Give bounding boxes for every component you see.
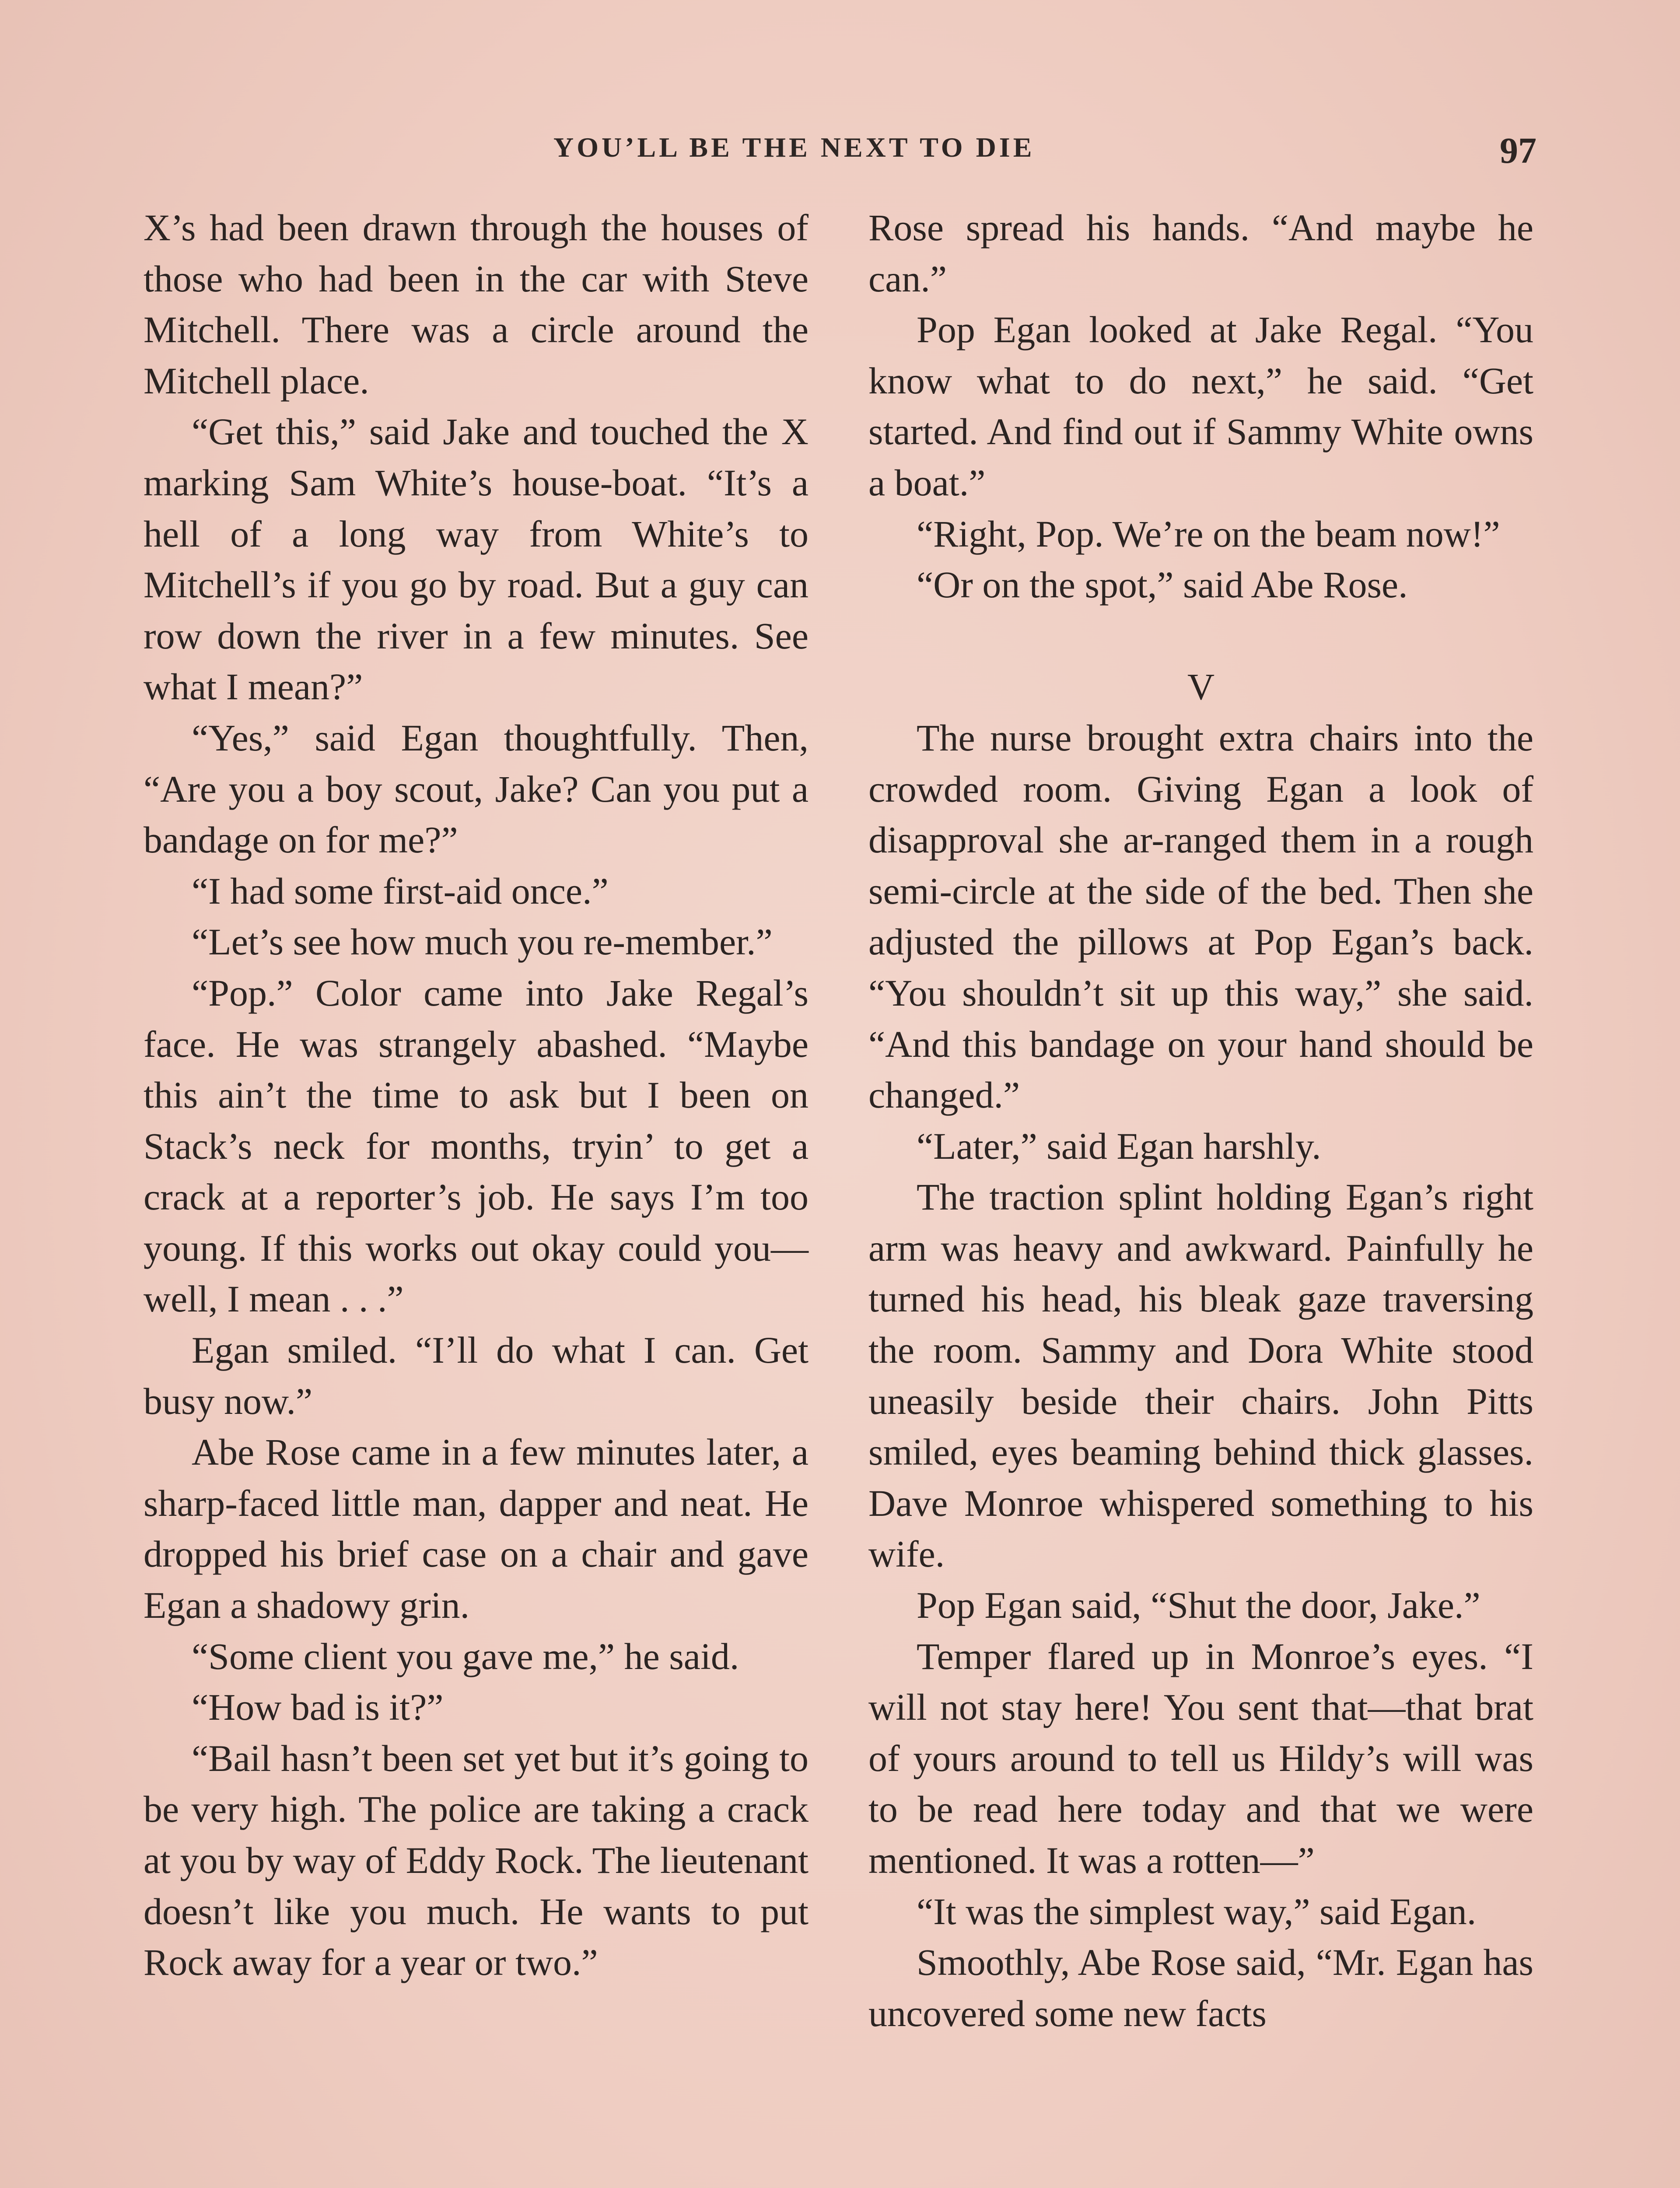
paragraph: Smoothly, Abe Rose said, “Mr. Egan has uncovered some new facts [868, 1941, 1533, 2034]
paragraph: “Let’s see how much you re-member.” [192, 921, 773, 963]
paragraph: X’s had been drawn through the houses of those who had been in the car with Steve Mitchell. There was a circle around the Mitchell place. [144, 207, 808, 402]
paragraph: “Yes,” said Egan thoughtfully. Then, “Are you a boy scout, Jake? Can you put a bandage on for me?” [144, 716, 808, 861]
chapter-heading: V [1187, 666, 1215, 708]
running-title: YOU’LL BE THE NEXT TO DIE [553, 132, 1035, 163]
paragraph: “How bad is it?” [192, 1686, 444, 1729]
paragraph: Pop Egan looked at Jake Regal. “You know what to do next,” he said. “Get started. And find out if Sammy White owns a boat.” [868, 309, 1533, 504]
right-column [868, 202, 1533, 2039]
paragraph: The nurse brought extra chairs into the crowded room. Giving Egan a look of disapproval she ar-ranged them in a rough semi-circle at the side of the bed. Then she adjusted the pillows at Pop Egan’s back. “You shouldn’t sit up this way,” she said. “And this bandage on your hand should be changed.” [868, 716, 1533, 1116]
paragraph: “Bail hasn’t been set yet but it’s going to be very high. The police are taking a crack at you by way of Eddy Rock. The lieutenant doesn’t like you much. He wants to put Rock away for a year or two.” [144, 1737, 808, 1984]
paragraph: “Some client you gave me,” he said. [192, 1635, 739, 1677]
paragraph: Pop Egan said, “Shut the door, Jake.” [917, 1584, 1480, 1627]
paragraph: Egan smiled. “I’ll do what I can. Get busy now.” [144, 1329, 808, 1422]
paragraph: “Later,” said Egan harshly. [917, 1125, 1321, 1167]
page-number: 97 [1500, 130, 1536, 171]
paragraph: Rose spread his hands. “And maybe he can.” [868, 207, 1533, 300]
left-column [144, 202, 808, 1988]
paragraph: “Or on the spot,” said Abe Rose. [917, 564, 1408, 606]
paragraph: “I had some first-aid once.” [192, 870, 609, 912]
paragraph: Temper flared up in Monroe’s eyes. “I will not stay here! You sent that—that brat of yours around to tell us Hildy’s will was to be read here today and that we were mentioned. It was a rotten—” [868, 1635, 1533, 1881]
paragraph: The traction splint holding Egan’s right arm was heavy and awkward. Painfully he turned his head, his bleak gaze traversing the room. Sammy and Dora White stood uneasily beside their chairs. John Pitts smiled, eyes beaming behind thick glasses. Dave Monroe whispered something to his wife. [868, 1176, 1533, 1575]
paragraph: Abe Rose came in a few minutes later, a sharp-faced little man, dapper and neat. He dropped his brief case on a chair and gave Egan a shadowy grin. [144, 1431, 808, 1627]
paragraph: “Right, Pop. We’re on the beam now!” [917, 512, 1500, 555]
paragraph: “It was the simplest way,” said Egan. [917, 1890, 1477, 1932]
paragraph: “Pop.” Color came into Jake Regal’s face. He was strangely abashed. “Maybe this ain’t the time to ask but I been on Stack’s neck for months, tryin’ to get a crack at a reporter’s job. He says I’m too young. If this works out okay could you—well, I mean . . .” [144, 971, 808, 1320]
paragraph: “Get this,” said Jake and touched the X marking Sam White’s house-boat. “It’s a hell of a long way from White’s to Mitchell’s if you go by road. But a guy can row down the river in a few minutes. See what I mean?” [144, 410, 808, 708]
